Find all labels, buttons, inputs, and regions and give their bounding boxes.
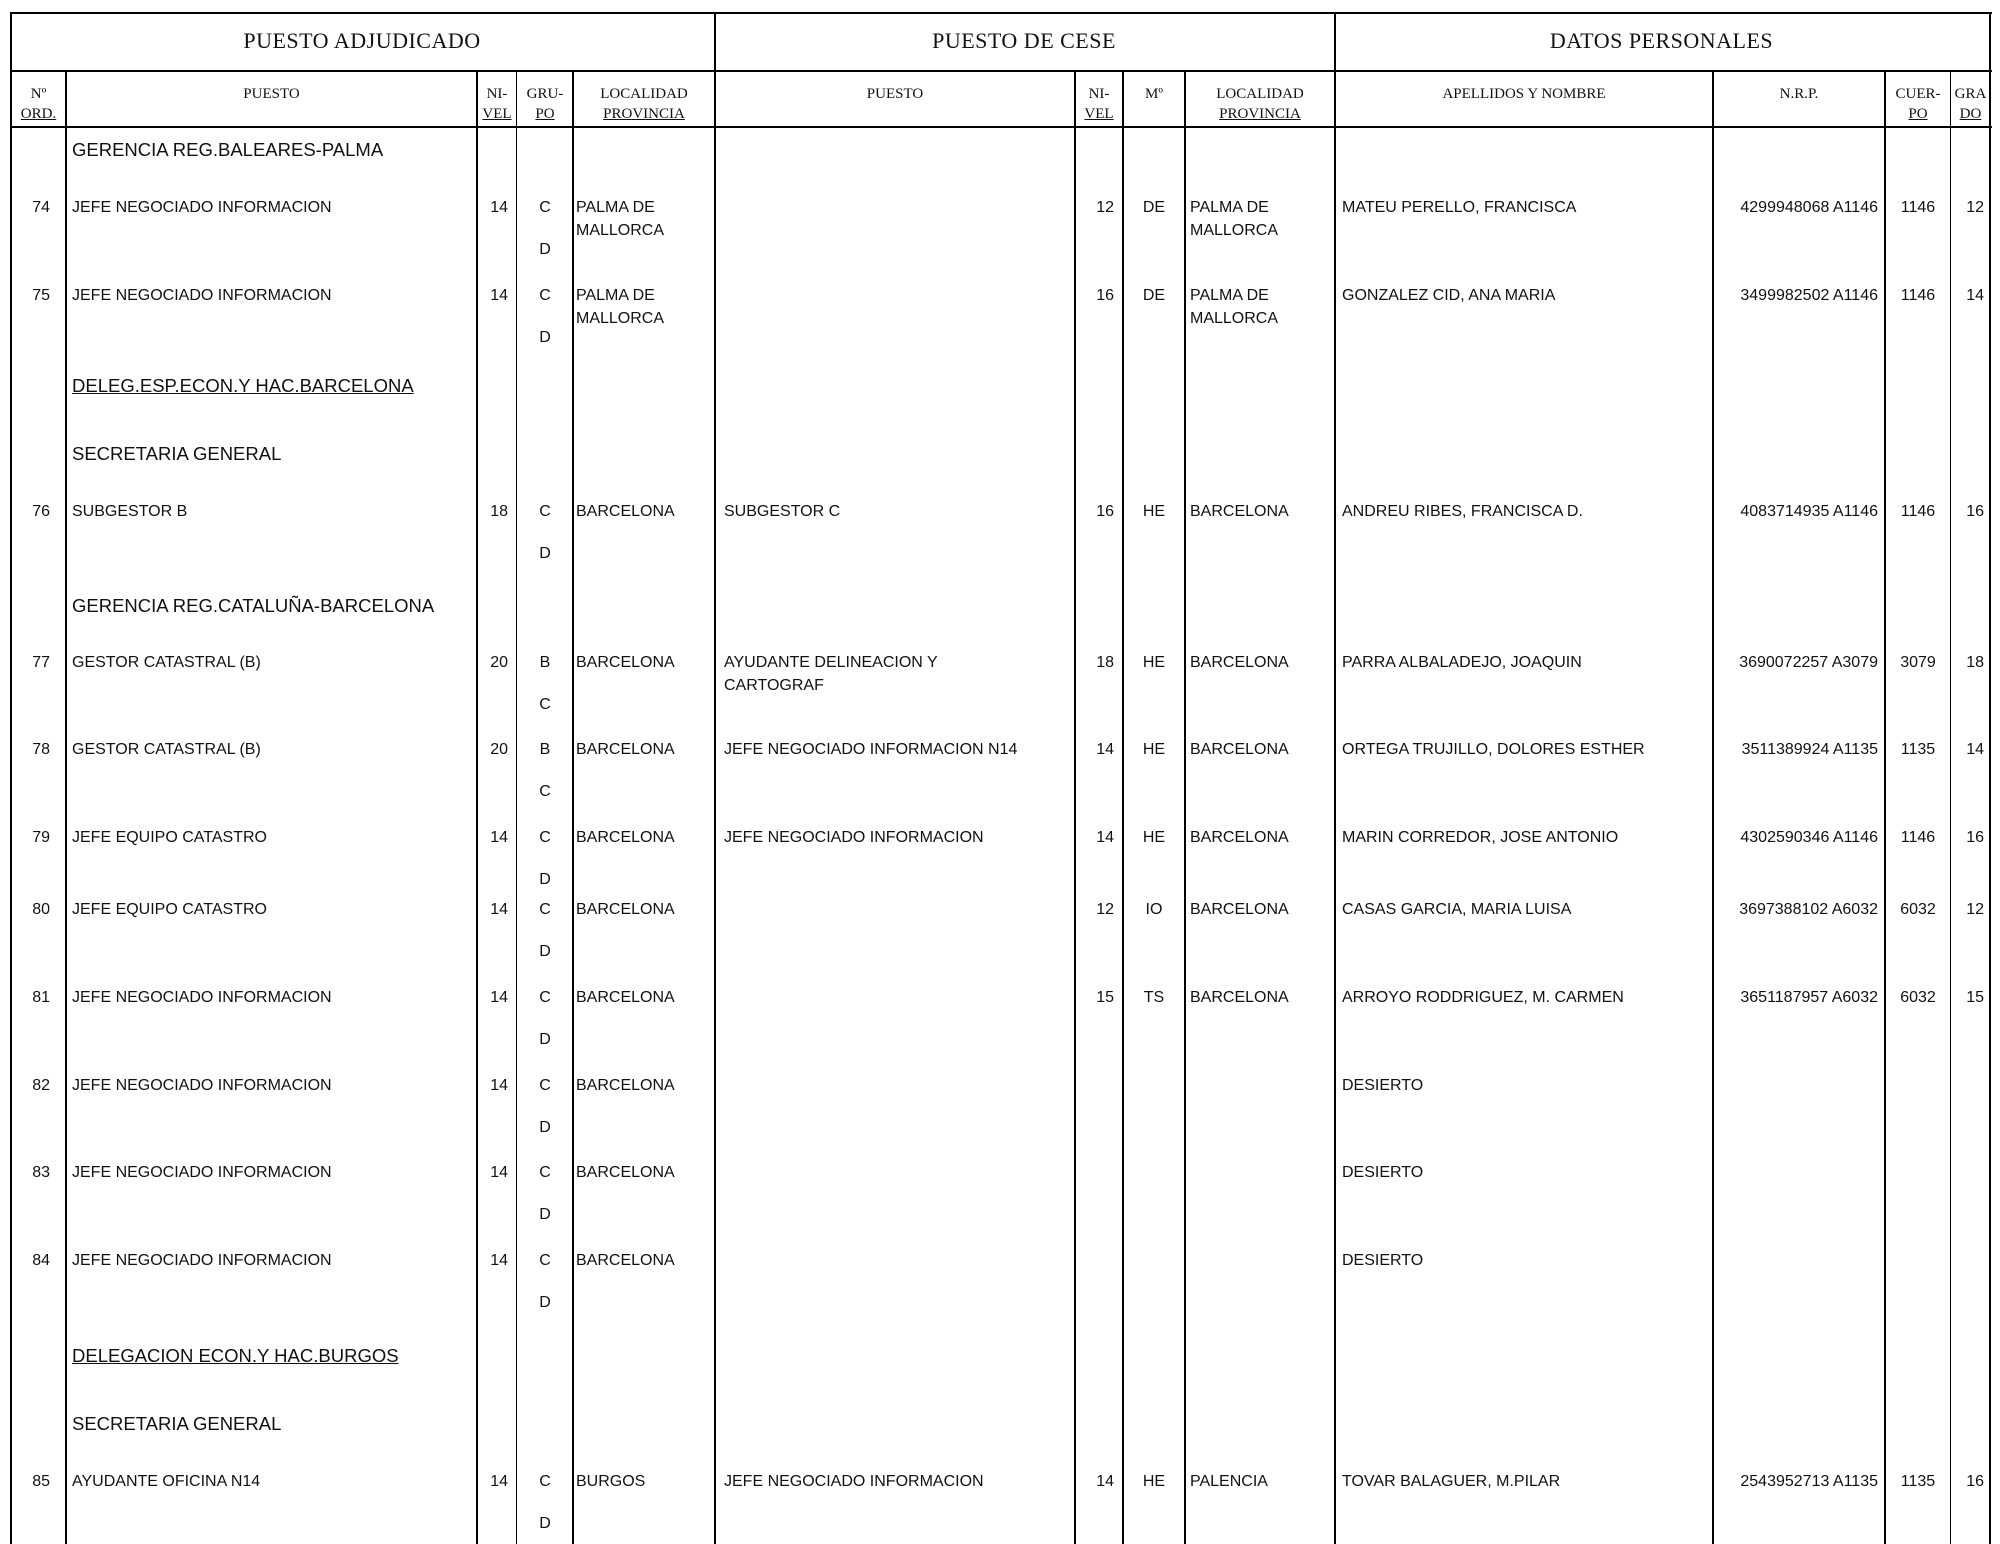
cell-puesto: JEFE NEGOCIADO INFORMACION [72,1164,332,1181]
cell-numero: 85 [32,1473,50,1490]
cell-puesto: SUBGESTOR B [72,503,188,520]
cell-nivel: 20 [490,741,508,758]
column-border [1989,12,1991,1544]
cell-cuerpo: 1135 [1900,1473,1936,1490]
cell-cese-localidad: BARCELONA [1190,829,1289,846]
cell-cese-localidad: BARCELONA [1190,654,1289,671]
cell-nrp: 3697388102 A6032 [1739,901,1878,918]
column-header-cese-puesto: PUESTO [866,86,924,102]
cell-nrp: 4299948068 A1146 [1740,199,1878,216]
column-header-cese-nivel: NI- VEL [1084,86,1114,122]
cell-cuerpo: 6032 [1900,989,1936,1006]
cell-cese-localidad: PALENCIA [1190,1473,1268,1490]
cell-nombre: ARROYO RODDRIGUEZ, M. CARMEN [1342,989,1624,1006]
column-header-cuerpo: CUER- PO [1895,86,1941,122]
column-header-nord: Nº ORD. [20,86,57,122]
cell-numero: 79 [32,829,50,846]
cell-cese-localidad: BARCELONA [1190,741,1289,758]
cell-puesto: AYUDANTE OFICINA N14 [72,1473,261,1490]
cell-puesto: GESTOR CATASTRAL (B) [72,741,261,758]
cell-nivel: 14 [490,287,508,304]
cell-grupo: C [539,1252,551,1269]
cell-cese-nivel: 15 [1096,989,1114,1006]
column-header-grado: GRA DO [1954,86,1987,122]
cell-cese-nivel: 12 [1096,901,1114,918]
cell-grupo: C [539,287,551,304]
cell-grupo: B [539,654,551,671]
cell-cese-puesto: AYUDANTE DELINEACION Y CARTOGRAF [724,654,938,694]
column-border [1184,70,1186,1544]
cell-grupo: C [539,1473,551,1490]
cell-numero: 76 [32,503,50,520]
cell-nrp: 4083714935 A1146 [1740,503,1878,520]
cell-numero: 84 [32,1252,50,1269]
cell-nombre: PARRA ALBALADEJO, JOAQUIN [1342,654,1582,671]
cell-ministerio: HE [1142,654,1166,671]
cell-grado: 14 [1966,287,1984,304]
cell-cese-nivel: 16 [1096,287,1114,304]
cell-nombre: DESIERTO [1342,1252,1424,1269]
column-header-divider [10,126,1992,128]
cell-cese-localidad: PALMA DE MALLORCA [1190,199,1279,239]
cell-puesto: JEFE NEGOCIADO INFORMACION [72,989,332,1006]
cell-cese-nivel: 14 [1096,829,1114,846]
cell-grado: 16 [1966,1473,1984,1490]
cell-cese-nivel: 14 [1096,741,1114,758]
column-header-nivel: NI- VEL [482,86,512,122]
cell-grado: 12 [1966,199,1984,216]
cell-nivel: 20 [490,654,508,671]
cell-nrp: 3499982502 A1146 [1740,287,1878,304]
cell-cuerpo: 1135 [1900,741,1936,758]
cell-nombre: ORTEGA TRUJILLO, DOLORES ESTHER [1342,741,1645,758]
cell-localidad: BARCELONA [576,1077,675,1094]
group-header: DATOS PERSONALES [1549,28,1774,53]
cell-grupo: B [539,741,551,758]
section-heading: SECRETARIA GENERAL [72,1413,282,1434]
cell-numero: 82 [32,1077,50,1094]
cell-nombre: ANDREU RIBES, FRANCISCA D. [1342,503,1583,520]
cell-ministerio: HE [1142,829,1166,846]
cell-nivel: 14 [490,1164,508,1181]
cell-ministerio: DE [1142,287,1166,304]
cell-localidad: BARCELONA [576,829,675,846]
cell-localidad: BARCELONA [576,654,675,671]
group-header: PUESTO DE CESE [932,28,1116,53]
cell-grupo: C [539,199,551,216]
cell-cese-puesto: JEFE NEGOCIADO INFORMACION N14 [724,741,1018,758]
cell-grado: 16 [1966,503,1984,520]
cell-grupo: C [539,783,551,800]
cell-nrp: 3690072257 A3079 [1739,654,1878,671]
cell-puesto: JEFE NEGOCIADO INFORMACION [72,1252,332,1269]
cell-grupo: D [539,1119,551,1136]
cell-ministerio: HE [1142,1473,1166,1490]
cell-numero: 74 [32,199,50,216]
cell-nrp: 4302590346 A1146 [1740,829,1878,846]
cell-nivel: 14 [490,829,508,846]
cell-grupo: C [539,696,551,713]
cell-ministerio: HE [1142,503,1166,520]
cell-ministerio: TS [1143,989,1165,1006]
cell-puesto: JEFE EQUIPO CATASTRO [72,901,267,918]
cell-numero: 75 [32,287,50,304]
section-heading: DELEGACION ECON.Y HAC.BURGOS [72,1345,399,1366]
cell-grado: 16 [1966,829,1984,846]
group-header-divider [10,70,1992,72]
cell-cuerpo: 1146 [1900,199,1936,216]
cell-puesto: JEFE NEGOCIADO INFORMACION [72,287,332,304]
cell-numero: 80 [32,901,50,918]
column-border [1950,70,1951,1544]
group-border [1334,12,1336,1544]
section-heading: DELEG.ESP.ECON.Y HAC.BARCELONA [72,375,414,396]
cell-nombre: MARIN CORREDOR, JOSE ANTONIO [1342,829,1619,846]
cell-grado: 14 [1966,741,1984,758]
cell-nivel: 14 [490,901,508,918]
cell-localidad: BARCELONA [576,901,675,918]
cell-nombre: GONZALEZ CID, ANA MARIA [1342,287,1556,304]
cell-grado: 15 [1966,989,1984,1006]
cell-cese-nivel: 14 [1096,1473,1114,1490]
section-heading: GERENCIA REG.BALEARES-PALMA [72,139,384,160]
cell-grupo: D [539,1515,551,1532]
cell-cese-nivel: 18 [1096,654,1114,671]
cell-nombre: DESIERTO [1342,1077,1424,1094]
cell-nrp: 2543952713 A1135 [1740,1473,1878,1490]
cell-grupo: C [539,989,551,1006]
column-border [10,12,12,1544]
cell-nrp: 3651187957 A6032 [1740,989,1878,1006]
cell-grupo: D [539,1206,551,1223]
cell-cese-puesto: SUBGESTOR C [724,503,841,520]
cell-grupo: D [539,1031,551,1048]
column-header-ministerio: Mº [1145,86,1163,102]
cell-nivel: 14 [490,1077,508,1094]
cell-puesto: GESTOR CATASTRAL (B) [72,654,261,671]
cell-localidad: BURGOS [576,1473,646,1490]
column-header-nombre: APELLIDOS Y NOMBRE [1442,86,1606,102]
cell-grupo: D [539,1294,551,1311]
cell-localidad: BARCELONA [576,1252,675,1269]
cell-grupo: D [539,871,551,888]
cell-nivel: 14 [490,199,508,216]
cell-grupo: C [539,1077,551,1094]
cell-puesto: JEFE NEGOCIADO INFORMACION [72,199,332,216]
cell-cese-localidad: BARCELONA [1190,989,1289,1006]
cell-localidad: PALMA DE MALLORCA [576,287,665,327]
group-border [714,12,716,1544]
column-header-nrp: N.R.P. [1779,86,1819,102]
cell-nombre: TOVAR BALAGUER, M.PILAR [1342,1473,1561,1490]
cell-grupo: C [539,503,551,520]
cell-cese-localidad: BARCELONA [1190,503,1289,520]
cell-cuerpo: 3079 [1900,654,1936,671]
cell-localidad: BARCELONA [576,989,675,1006]
cell-grupo: D [539,241,551,258]
column-border [65,70,67,1544]
cell-cuerpo: 1146 [1900,829,1936,846]
cell-ministerio: DE [1142,199,1166,216]
cell-grupo: C [539,901,551,918]
cell-localidad: BARCELONA [576,1164,675,1181]
column-header-localidad: LOCALIDAD PROVINCIA [600,86,688,122]
column-border [572,70,574,1544]
cell-grupo: C [539,829,551,846]
column-header-puesto: PUESTO [243,86,300,102]
cell-numero: 77 [32,654,50,671]
section-heading: GERENCIA REG.CATALUÑA-BARCELONA [72,595,435,616]
cell-localidad: PALMA DE MALLORCA [576,199,665,239]
cell-cuerpo: 6032 [1900,901,1936,918]
cell-cese-localidad: BARCELONA [1190,901,1289,918]
cell-puesto: JEFE NEGOCIADO INFORMACION [72,1077,332,1094]
cell-grado: 18 [1966,654,1984,671]
cell-puesto: JEFE EQUIPO CATASTRO [72,829,267,846]
cell-cese-puesto: JEFE NEGOCIADO INFORMACION [724,1473,984,1490]
cell-cuerpo: 1146 [1900,503,1936,520]
cell-grupo: D [539,545,551,562]
cell-cese-nivel: 12 [1096,199,1114,216]
cell-nrp: 3511389924 A1135 [1741,741,1878,758]
cell-localidad: BARCELONA [576,741,675,758]
cell-numero: 81 [32,989,50,1006]
cell-nivel: 14 [490,1473,508,1490]
cell-grupo: D [539,329,551,346]
cell-ministerio: HE [1142,741,1166,758]
cell-cese-nivel: 16 [1096,503,1114,520]
cell-ministerio: IO [1145,901,1163,918]
cell-nombre: MATEU PERELLO, FRANCISCA [1342,199,1577,216]
cell-cuerpo: 1146 [1900,287,1936,304]
column-header-cese-localidad: LOCALIDAD PROVINCIA [1216,86,1304,122]
cell-cese-puesto: JEFE NEGOCIADO INFORMACION [724,829,984,846]
cell-nivel: 18 [490,503,508,520]
cell-cese-localidad: PALMA DE MALLORCA [1190,287,1279,327]
cell-numero: 83 [32,1164,50,1181]
group-header: PUESTO ADJUDICADO [243,28,481,53]
column-header-grupo: GRU- PO [526,86,564,122]
column-border [516,70,517,1544]
cell-grupo: D [539,943,551,960]
cell-localidad: BARCELONA [576,503,675,520]
section-heading: SECRETARIA GENERAL [72,443,282,464]
cell-nivel: 14 [490,989,508,1006]
cell-numero: 78 [32,741,50,758]
cell-grado: 12 [1966,901,1984,918]
cell-nivel: 14 [490,1252,508,1269]
cell-nombre: DESIERTO [1342,1164,1424,1181]
cell-grupo: C [539,1164,551,1181]
cell-nombre: CASAS GARCIA, MARIA LUISA [1342,901,1572,918]
